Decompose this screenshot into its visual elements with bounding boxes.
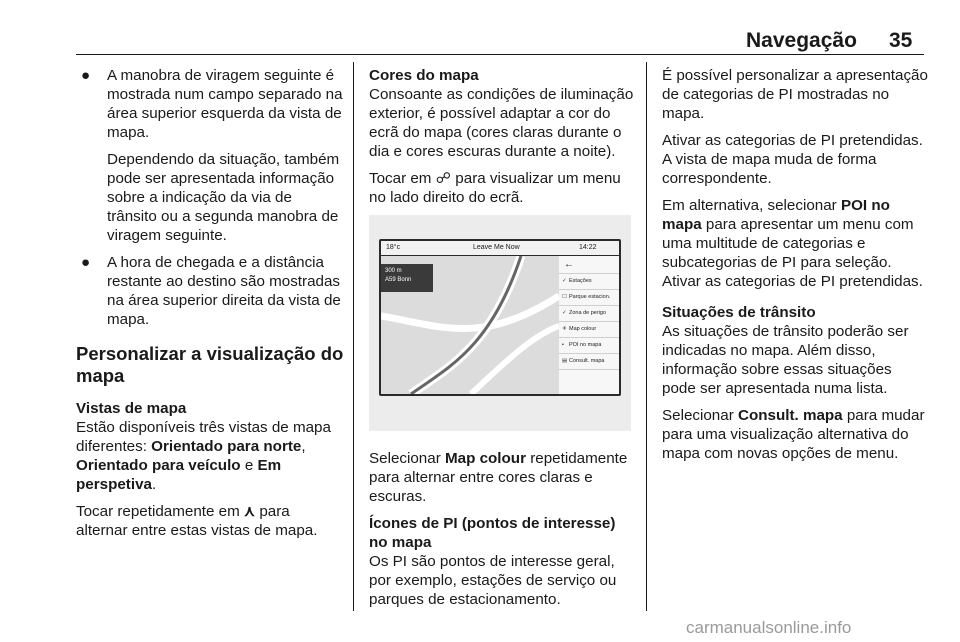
map-view <box>381 256 559 394</box>
back-button[interactable]: ← <box>559 256 619 274</box>
temperature: 18°c <box>386 244 401 251</box>
screen-illustration <box>369 215 631 431</box>
bullet-item <box>76 253 344 329</box>
option-vehicle: Orientado para veículo <box>76 457 241 474</box>
column-3 <box>662 66 928 471</box>
leave-me-now: Leave Me Now <box>473 244 520 251</box>
paragraph: Selecionar Consult. mapa para mudar para uma visualização alternativa do mapa com novas opções de menu. <box>662 407 925 462</box>
menu-item-estacoes[interactable]: ✓ Estações <box>559 274 619 290</box>
check-icon: ✓ <box>562 310 567 316</box>
checkbox-icon: ☐ <box>562 294 567 300</box>
paragraph: Estão disponíveis três vistas de mapa diferentes: Orientado para norte, Orientado para veículo e Em perspetiva. <box>76 419 331 493</box>
infotainment-screen <box>379 239 621 396</box>
page-header <box>0 0 960 56</box>
menu-item-map-colour[interactable]: ☀ Map colour <box>559 322 619 338</box>
paragraph: As situações de trânsito poderão ser indicadas no mapa. Além disso, informação sobre essas situações pode ser apresentada numa lista. <box>662 323 909 397</box>
list-icon: ▤ <box>562 358 568 364</box>
bullet-text: A hora de chegada e a distância restante ao destino são mostradas na área superior direita da vista de mapa. <box>107 254 341 328</box>
column-1 <box>76 66 344 548</box>
bullet-icon: ● <box>81 254 91 271</box>
subsection-heading: Cores do mapa <box>369 67 479 84</box>
paragraph: Ativar as categorias de PI pretendidas. A vista de mapa muda de forma correspondente. <box>662 132 923 187</box>
maneuver-distance: 300 m <box>385 268 402 274</box>
sun-icon: ☀ <box>562 326 567 332</box>
check-icon: ✓ <box>562 278 567 284</box>
subsection-heading: Ícones de PI (pontos de interesse) no mapa <box>369 515 616 551</box>
option-perspective: Em perspetiva <box>76 457 282 493</box>
menu-icon: ☍ <box>435 170 452 187</box>
column-divider-2 <box>646 62 647 611</box>
paragraph: Em alternativa, selecionar POI no mapa para apresentar um menu com uma multitude de categorias e subcategorias de PI para seleção. Ativar as categorias de PI pretendidas. <box>662 197 923 290</box>
maneuver-box <box>381 264 433 292</box>
column-2 <box>369 66 635 617</box>
paragraph: Tocar em ☍ para visualizar um menu no lado direito do ecrã. <box>369 170 621 206</box>
map-view-icon: ⋏ <box>244 503 256 520</box>
paragraph: Consoante as condições de iluminação exterior, é possível adaptar a cor do ecrã do mapa (cores claras durante o dia e cores escuras durante a noite). <box>369 86 634 160</box>
status-bar <box>381 241 619 255</box>
option-north: Orientado para norte <box>151 438 302 455</box>
page-number: 35 <box>889 29 913 52</box>
clock: 14:22 <box>579 244 597 251</box>
watermark: carmanualsonline.info <box>686 618 852 637</box>
poi-icon: ▪ <box>562 342 564 348</box>
bullet-icon: ● <box>81 67 91 84</box>
map-menu <box>559 256 619 394</box>
subsection-heading: Vistas de mapa <box>76 400 187 417</box>
section-heading: Personalizar a visualização do mapa <box>76 343 344 386</box>
bullet-text: A manobra de viragem seguinte é mostrada num campo separado na área superior esquerda da vista de mapa. <box>107 67 343 141</box>
paragraph: Os PI são pontos de interesse geral, por exemplo, estações de serviço ou parques de estacionamento. <box>369 553 617 608</box>
menu-item-zona-perigo[interactable]: ✓ Zona de perigo <box>559 306 619 322</box>
header-rule <box>76 54 924 55</box>
paragraph: É possível personalizar a apresentação de categorias de PI mostradas no mapa. <box>662 67 928 122</box>
column-divider-1 <box>353 62 354 611</box>
menu-item-parque[interactable]: ☐ Parque estacion. <box>559 290 619 306</box>
menu-item-poi[interactable]: ▪ POI no mapa <box>559 338 619 354</box>
page-title: Navegação <box>746 29 857 52</box>
paragraph: Selecionar Map colour repetidamente para alternar entre cores claras e escuras. <box>369 450 628 505</box>
paragraph: Tocar repetidamente em ⋏ para alternar entre estas vistas de mapa. <box>76 503 318 539</box>
menu-item-consult[interactable]: ▤ Consult. mapa <box>559 354 619 370</box>
subsection-heading: Situações de trânsito <box>662 304 816 321</box>
bullet-item <box>76 66 344 142</box>
bullet-sub-text: Dependendo da situação, também pode ser apresentada informação sobre a indicação da via de trânsito ou a segunda manobra de viragem seguinte. <box>107 151 340 244</box>
maneuver-road: A59 Bonn <box>385 277 412 283</box>
